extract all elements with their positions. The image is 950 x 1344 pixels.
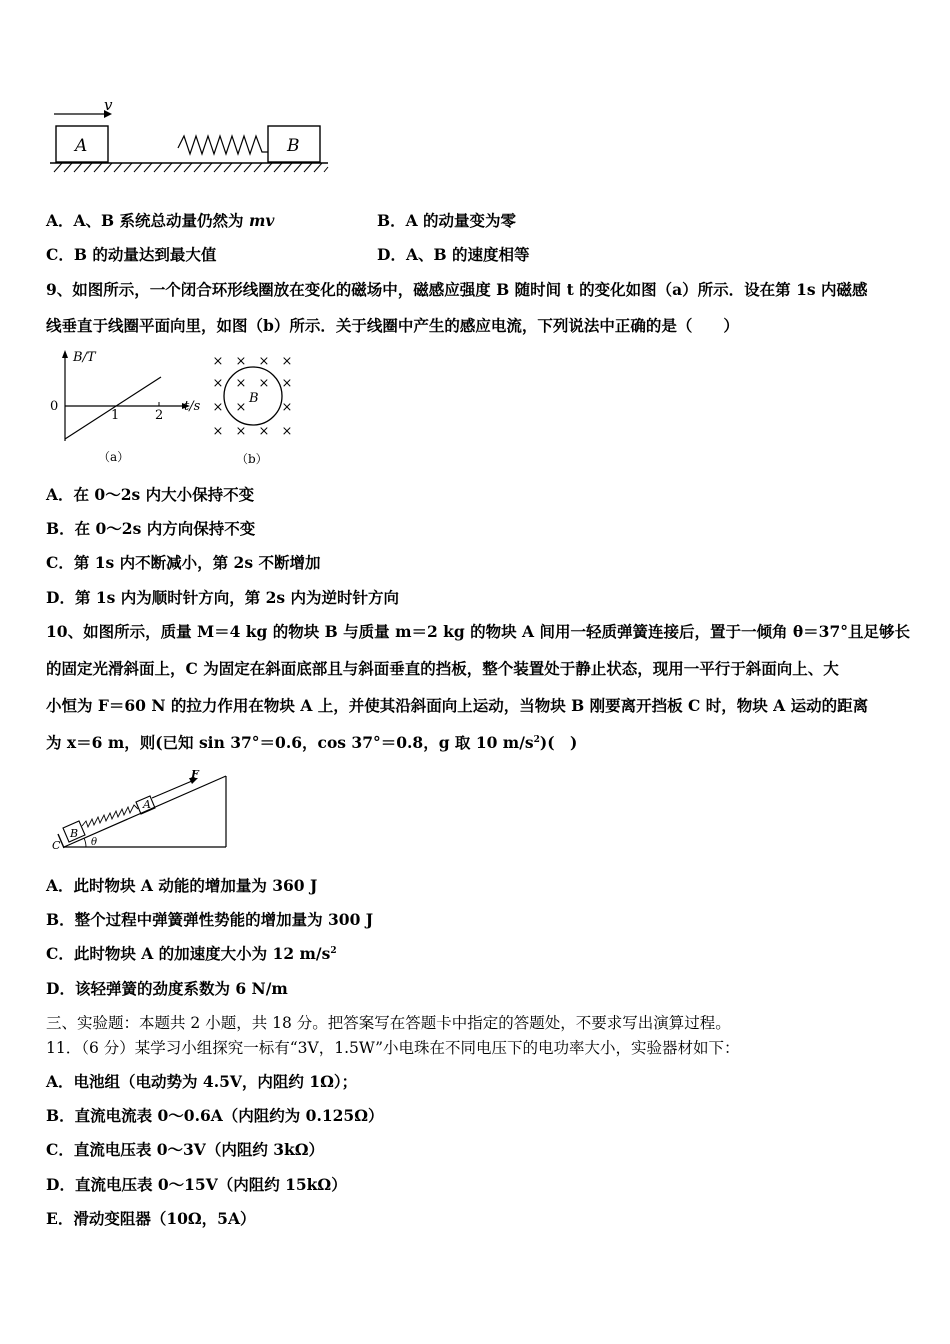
spring [178,136,268,154]
q10-option-c[interactable] [46,944,337,964]
incline-slope [64,776,226,847]
angle-arc [84,838,86,847]
q10-stem-line4-end: )( ) [539,733,578,752]
svg-text:×: × [281,400,293,415]
svg-text:×: × [281,424,293,439]
q9-stem-line2: 线垂直于线圈平面向里，如图（b）所示．关于线圈中产生的感应电流，下列说法中正确的是（ ） [46,316,739,335]
block-b-label: B [70,827,79,840]
svg-text:×: × [212,376,224,391]
q9-option-c[interactable]: C．第 1s 内不断减小，第 2s 不断增加 [46,553,321,572]
q10-option-c-sup: 2 [330,945,337,956]
q10-stem-line1: 10、如图所示，质量 M＝4 kg 的物块 B 与质量 m＝2 kg 的物块 A 间用一轻质弹簧连接后，置于一倾角 θ＝37°且足够长 [46,622,910,641]
spring [82,805,138,827]
tick-2-label: 2 [155,408,164,423]
svg-text:×: × [258,376,270,391]
q9-option-a[interactable]: A．在 0～2s 内大小保持不变 [46,485,255,504]
origin-label: 0 [50,399,59,414]
q8-option-a[interactable] [46,211,274,231]
tick-1-label: 1 [111,408,120,423]
q8-option-a-text: A．A、B 系统总动量仍然为 [46,211,249,230]
svg-text:×: × [281,376,293,391]
velocity-label: v [104,96,113,114]
q9-stem-line1: 9、如图所示，一个闭合环形线圈放在变化的磁场中，磁感应强度 B 随时间 t 的变化如图（a）所示．设在第 1s 内磁感 [46,280,868,299]
q11-item: C．直流电压表 0～3V（内阻约 3kΩ） [46,1140,325,1159]
q10-option-a[interactable]: A．此时物块 A 动能的增加量为 360 J [46,876,318,895]
b-t-line [65,377,164,439]
q11-item: A．电池组（电动势为 4.5V，内阻约 1Ω）； [46,1072,358,1091]
svg-text:×: × [235,376,247,391]
section-3-heading: 三、实验题：本题共 2 小题，共 18 分。把答案写在答题卡中指定的答题处，不要求写出演算过程。 [46,1014,731,1032]
q8-option-d[interactable]: D．A、B 的速度相等 [377,245,530,264]
figure-q9a-bt-graph [46,347,206,471]
figure-q8-blocks-spring [46,96,336,176]
q10-stem-line4 [46,733,577,753]
figure-b-caption: （b） [236,452,268,466]
svg-text:×: × [235,424,247,439]
svg-text:×: × [212,400,224,415]
block-b-label: B [287,136,300,156]
svg-text:×: × [235,400,247,415]
q10-option-d[interactable]: D．该轻弹簧的劲度系数为 6 N/m [46,979,288,998]
q10-option-c-text: C．此时物块 A 的加速度大小为 12 m/s [46,944,331,963]
coil-center-label: B [249,391,259,406]
q10-stem-line2: 的固定光滑斜面上，C 为固定在斜面底部且与斜面垂直的挡板，整个装置处于静止状态，现用一平行于斜面向上、大 [46,659,839,678]
q11-item: B．直流电流表 0～0.6A（内阻约为 0.125Ω） [46,1106,384,1125]
q11-item: D．直流电压表 0～15V（内阻约 15kΩ） [46,1175,347,1194]
q8-option-b[interactable]: B．A 的动量变为零 [377,211,517,230]
figure-q10-incline [46,770,236,854]
svg-text:×: × [258,354,270,369]
q8-option-c[interactable]: C．B 的动量达到最大值 [46,245,217,264]
q10-stem-line4-text: 为 x＝6 m，则(已知 sin 37°＝0.6，cos 37°＝0.8，g 取 10 m/s [46,733,534,752]
block-a-label: A [75,136,88,156]
svg-text:×: × [212,424,224,439]
svg-text:×: × [258,424,270,439]
svg-text:×: × [212,354,224,369]
q8-option-a-italic: mv [248,211,275,230]
svg-text:×: × [235,354,247,369]
q10-stem-line3: 小恒为 F＝60 N 的拉力作用在物块 A 上，并使其沿斜面向上运动，当物块 B 刚要离开挡板 C 时，物块 A 运动的距离 [46,696,869,715]
q11-intro: 11．（6 分）某学习小组探究一标有“3V，1.5W”小电珠在不同电压下的电功率大小，实验器材如下： [46,1039,740,1057]
angle-label: θ [91,837,98,848]
y-axis-arrow-icon [62,350,68,358]
q11-item: E．滑动变阻器（10Ω，5A） [46,1209,256,1228]
stop-c-label: C [52,839,61,852]
block-a-label: A [143,798,151,811]
figure-a-caption: （a） [98,450,130,464]
q9-option-d[interactable]: D．第 1s 内为顺时针方向，第 2s 内为逆时针方向 [46,588,400,607]
svg-text:×: × [281,354,293,369]
force-arrow [152,781,192,798]
y-axis-label: B/T [73,350,96,365]
x-axis-label: t/s [184,399,201,414]
q10-option-b[interactable]: B．整个过程中弹簧弹性势能的增加量为 300 J [46,910,374,929]
force-label: F [191,770,199,781]
q10-stem-line4-sup: 2 [533,734,540,745]
q9-option-b[interactable]: B．在 0～2s 内方向保持不变 [46,519,256,538]
figure-q9b-coil-field [206,349,306,471]
ground-hatching [54,163,328,172]
